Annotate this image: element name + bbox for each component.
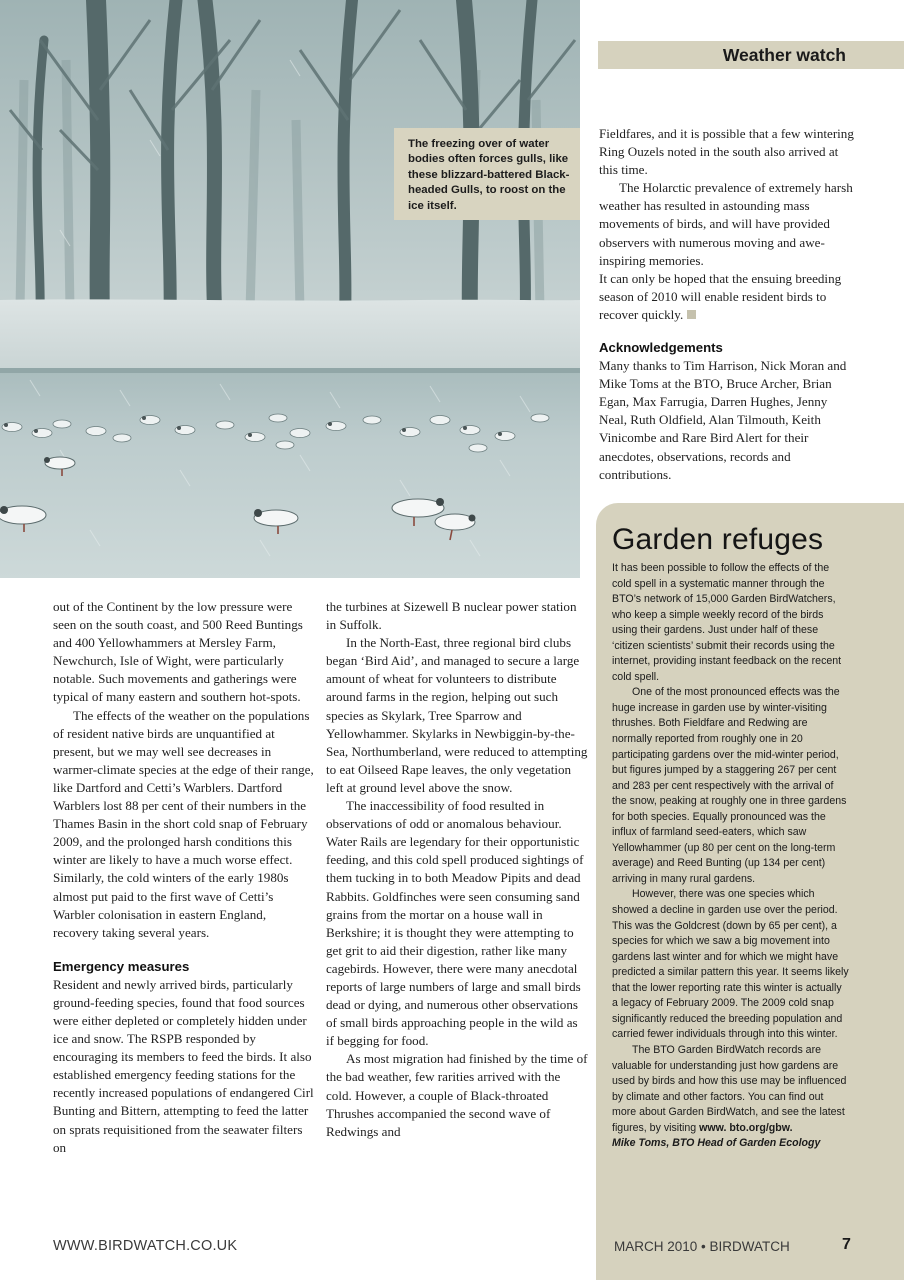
footer-issue: MARCH 2010 • BIRDWATCH: [614, 1239, 790, 1254]
bto-link[interactable]: www. bto.org/gbw: [699, 1121, 790, 1134]
section-title: Weather watch: [722, 45, 846, 65]
paragraph: Fieldfares, and it is possible that a few wintering Ring Ouzels noted in the south also arrived at this time.: [599, 126, 854, 178]
paragraph-text: It can only be hoped that the ensuing breeding season of 2010 will enable resident birds to recover quickly.: [599, 270, 842, 322]
gulls-on-ice-photo: [0, 0, 580, 578]
end-of-article-mark: [687, 310, 696, 319]
author-signature: Mike Toms, BTO Head of Garden Ecology: [612, 1137, 821, 1150]
paragraph-text: The BTO Garden BirdWatch records are valuable for understanding just how gardens are used by birds and how this use may be influenced by climate and other factors. You can find out more about Garden BirdWatch, and see the latest figures, by visiting: [612, 1043, 847, 1134]
page-number: 7: [842, 1236, 851, 1253]
garden-refuges-title: Garden refuges: [612, 523, 824, 556]
paragraph: out of the Continent by the low pressure were seen on the south coast, and 500 Reed Buntings and 400 Yellowhammers at Mersley Farm, Newchurch, Isle of Wight, were particularly notable. Such movements and gatherings were typical of many eastern and southern hot-spots.: [53, 599, 303, 705]
paragraph: It has been possible to follow the effects of the cold spell in a systematic manner through the BTO’s network of 15,000 Garden BirdWatchers, who keep a simple weekly record of the birds using their gardens. Just under half of these ‘citizen scientists’ submit their records using the internet, providing instant feedback on the recent cold spell.: [612, 562, 842, 683]
paragraph: The effects of the weather on the populations of resident native birds are unquantified at present, but we may well see decreases in warmer-climate species at the edge of their range, like Dartford and Cetti’s Warblers. Dartford Warblers lost 88 per cent of their numbers in the Thames Basin in the short cold snap of February 2009, and the prolonged harsh conditions this winter are likely to have a much worse effect. Similarly, the cold winters of the early 1980s almost put paid to the first wave of Cetti’s Warbler colonisation in eastern England, recovery taking several years.: [53, 707, 314, 940]
section-banner: [598, 41, 904, 69]
paragraph: However, there was one species which showed a decline in garden use over the period. This was the Goldcrest (down by 65 per cent), a species for which we saw a big movement into gardens last winter and for which we might have predicted a similar pattern this year. It seems likely that the lower reporting rate this winter is actually a legacy of February 2009. The 2009 cold snap significantly reduced the breeding population and carried fewer individuals through into this winter.: [612, 888, 849, 1041]
paragraph: [599, 270, 857, 324]
link-period: .: [789, 1121, 793, 1134]
photo-caption: The freezing over of water bodies often forces gulls, like these blizzard-battered Black-headed Gulls, to roost on the ice itself.: [394, 128, 580, 220]
paragraph: One of the most pronounced effects was the huge increase in garden use by winter-visiting thrushes. Both Fieldfare and Redwing are normally reported from roughly one in 20 participating gardens over the mid-winter period, but figures jumped by a staggering 267 per cent and 283 per cent respectively with the arrival of the snow, peaking at roughly one in three gardens for both species. Equally pronounced was the influx of farmland seed-eaters, which saw Yellowhammer (up 80 per cent on the long-term average) and Reed Bunting (up 134 per cent) arriving in many rural gardens.: [612, 686, 847, 885]
paragraph: The Holarctic prevalence of extremely harsh weather has resulted in astounding mass movements of birds, and will have provided observers with numerous moving and awe-inspiring memories.: [599, 180, 853, 268]
paragraph: In the North-East, three regional bird clubs began ‘Bird Aid’, and managed to secure a large amount of wheat for volunteers to distribute around farms in the region, helping out such species as Skylark, Tree Sparrow and Yellowhammer. Skylarks in Newbiggin-by-the-Sea, Northumberland, were reduced to attempting to eat Oilseed Rape leaves, the only vegetation left at ground level above the snow.: [326, 635, 588, 795]
footer-website[interactable]: WWW.BIRDWATCH.CO.UK: [53, 1238, 238, 1254]
acknowledgements-heading: Acknowledgements: [599, 340, 723, 356]
paragraph: As most migration had finished by the time of the bad weather, few rarities arrived with the cold. However, a couple of Black-throated Thrushes accompanied the second wave of Redwings and: [326, 1051, 588, 1139]
paragraph: the turbines at Sizewell B nuclear power station in Suffolk.: [326, 599, 577, 633]
garden-refuges-box: [596, 503, 904, 1280]
paragraph: The inaccessibility of food resulted in observations of odd or anomalous behaviour. Water Rails are legendary for their opportunistic feeding, and this cold spell produced sightings of them tucking in to both Meadow Pipits and dead Rabbits. Goldfinches were seen consuming sand grains from the mortar on a house wall in Berkshire; it is thought they were attempting to get grit to aid their digestion, rather like many cagebirds. However, there were many anecdotal reports of large numbers of large and small birds dead or dying, and numerous other observations of small birds approaching people in the wild as if begging for food.: [326, 798, 584, 1049]
garden-refuges-body: [612, 561, 850, 1152]
article-column-2: [326, 598, 588, 1141]
article-column-1: [53, 598, 315, 1157]
acknowledgements-text: Many thanks to Tim Harrison, Nick Moran and Mike Toms at the BTO, Bruce Archer, Brian Egan, Max Farrugia, Darren Hughes, Jenny Neal, Ruth Oldfield, Alan Tilmouth, Keith Vinicombe and Rare Bird Alert for their anecdotes, observations, records and contributions.: [599, 358, 847, 482]
paragraph: Resident and newly arrived birds, particularly ground-feeding species, found that food sources were either depleted or completely hidden under ice and snow. The RSPB responded by encouraging its members to feed the birds. It also established emergency feeding stations for the recently increased populations of endangered Cirl Bunting and Bittern, attempting to feed the latter on sprats requisitioned from the seawater filters on: [53, 976, 314, 1155]
paragraph: [612, 1043, 850, 1136]
article-column-3: [599, 125, 857, 484]
emergency-measures-heading: Emergency measures: [53, 958, 190, 974]
